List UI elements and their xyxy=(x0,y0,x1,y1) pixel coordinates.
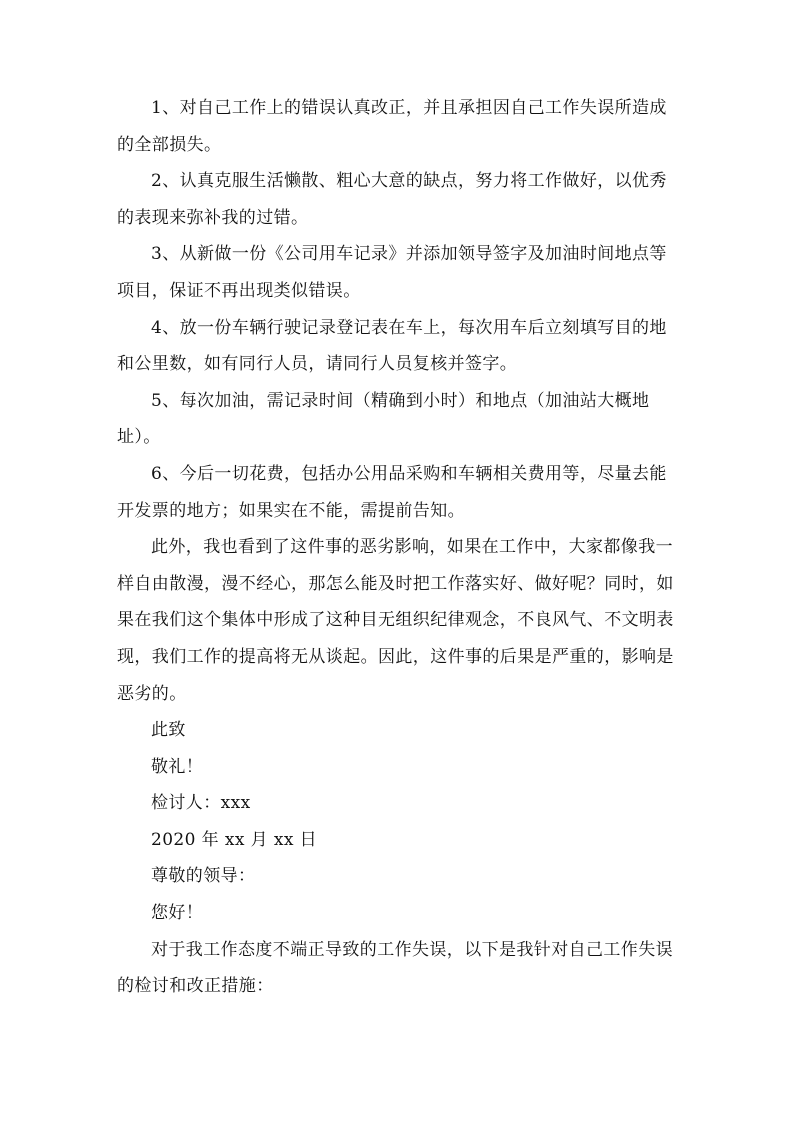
measure-item-6: 6、今后一切花费，包括办公用品采购和车辆相关费用等，尽量去能开发票的地方；如果实在不能，需提前告知。 xyxy=(117,463,667,521)
impact-paragraph: 此外，我也看到了这件事的恶劣影响，如果在工作中，大家都像我一样自由散漫，漫不经心，那怎么能及时把工作落实好、做好呢？同时，如果在我们这个集体中形成了这种目无组织纪律观念，不良风气、不文明表现，我们工作的提高将无从谈起。因此，这件事的后果是严重的，影响是恶劣的。 xyxy=(117,537,674,704)
measure-item-5: 5、每次加油，需记录时间（精确到小时）和地点（加油站大概地址）。 xyxy=(117,390,650,448)
next-letter-greeting: 尊敬的领导： xyxy=(151,866,256,887)
measure-item-3: 3、从新做一份《公司用车记录》并添加领导签字及加油时间地点等项目，保证不再出现类似错误。 xyxy=(117,244,667,301)
document-page xyxy=(117,90,682,1005)
measure-item-1: 1、对自己工作上的错误认真改正，并且承担因自己工作失误所造成的全部损失。 xyxy=(117,98,667,155)
date-line: 2020 年 xx 月 xx 日 xyxy=(151,829,318,850)
closing-line: 此致 xyxy=(151,720,186,741)
next-letter-intro: 对于我工作态度不端正导致的工作失误，以下是我针对自己工作失误的检讨和改正措施： xyxy=(117,939,673,997)
signature-line: 检讨人：xxx xyxy=(151,793,251,814)
hello-line: 您好！ xyxy=(151,903,204,924)
measure-item-4: 4、放一份车辆行驶记录登记表在车上，每次用车后立刻填写目的地和公里数，如有同行人员，请同行人员复核并签字。 xyxy=(117,317,667,375)
measure-item-2: 2、认真克服生活懒散、粗心大意的缺点，努力将工作做好，以优秀的表现来弥补我的过错。 xyxy=(117,171,667,228)
salute-line: 敬礼！ xyxy=(151,756,204,777)
